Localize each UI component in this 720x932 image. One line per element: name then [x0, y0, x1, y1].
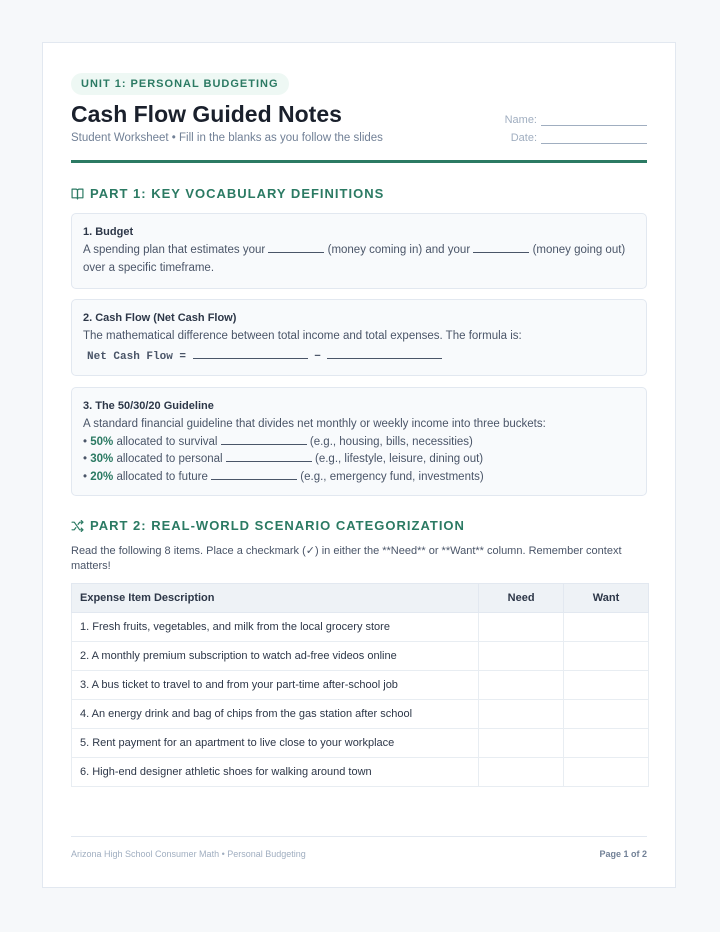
- need-checkbox-cell[interactable]: [479, 642, 564, 671]
- bucket-label: allocated to future: [116, 470, 208, 483]
- expense-item: 4. An energy drink and bag of chips from the gas station after school: [72, 700, 479, 729]
- need-checkbox-cell[interactable]: [479, 729, 564, 758]
- page-title: Cash Flow Guided Notes: [71, 101, 342, 127]
- column-header-want: Want: [564, 584, 649, 613]
- fill-blank[interactable]: [473, 242, 529, 253]
- part1-heading: [71, 186, 384, 201]
- vocab-card-budget: [71, 213, 647, 289]
- bucket-pct: 30%: [90, 453, 114, 465]
- bucket-label: allocated to survival: [116, 435, 218, 448]
- card-body: [83, 242, 635, 277]
- vocab-card-cash-flow: [71, 299, 647, 376]
- footer-source: Arizona High School Consumer Math • Personal Budgeting: [71, 849, 306, 859]
- book-icon: [71, 188, 84, 200]
- want-checkbox-cell[interactable]: [564, 758, 649, 787]
- fill-blank[interactable]: [268, 242, 324, 253]
- table-row: [72, 758, 649, 787]
- date-field[interactable]: [511, 132, 647, 144]
- part2-heading: [71, 518, 465, 533]
- need-checkbox-cell[interactable]: [479, 700, 564, 729]
- column-header-need: Need: [479, 584, 564, 613]
- header-rule: [71, 160, 647, 163]
- name-label: Name:: [504, 114, 537, 126]
- want-checkbox-cell[interactable]: [564, 700, 649, 729]
- name-line: [541, 115, 647, 126]
- expense-item: 6. High-end designer athletic shoes for walking around town: [72, 758, 479, 787]
- table-row: [72, 729, 649, 758]
- table-row: [72, 671, 649, 700]
- table-row: [72, 700, 649, 729]
- want-checkbox-cell[interactable]: [564, 729, 649, 758]
- part1-heading-text: PART 1: KEY VOCABULARY DEFINITIONS: [90, 186, 385, 201]
- want-checkbox-cell[interactable]: [564, 613, 649, 642]
- table-row: [72, 613, 649, 642]
- shuffle-icon: [71, 520, 84, 532]
- need-checkbox-cell[interactable]: [479, 758, 564, 787]
- need-checkbox-cell[interactable]: [479, 671, 564, 700]
- page-number: Page 1 of 2: [599, 849, 647, 859]
- card-title: 3. The 50/30/20 Guideline: [83, 400, 214, 412]
- worksheet-page: [42, 42, 676, 888]
- card-text: (money coming in) and your: [327, 244, 471, 256]
- unit-badge: UNIT 1: PERSONAL BUDGETING: [71, 73, 289, 95]
- expense-item: 5. Rent payment for an apartment to live close to your workplace: [72, 729, 479, 758]
- card-text: A standard financial guideline that divides net monthly or weekly income into three buckets:: [83, 418, 546, 430]
- bucket-item: • 30% allocated to personal (e.g., lifestyle, leisure, dining out): [83, 453, 484, 465]
- expense-item: 2. A monthly premium subscription to watch ad-free videos online: [72, 642, 479, 671]
- card-body: The mathematical difference between total income and total expenses. The formula is:: [83, 330, 522, 342]
- card-text: over a specific timeframe.: [83, 261, 215, 274]
- fill-blank[interactable]: [226, 451, 312, 462]
- bucket-label: allocated to personal: [116, 453, 223, 465]
- formula: [83, 348, 635, 363]
- want-checkbox-cell[interactable]: [564, 671, 649, 700]
- column-header-description: Expense Item Description: [72, 584, 479, 613]
- part2-intro: Read the following 8 items. Place a checkmark (✓) in either the **Need** or **Want** column. Remember context matters!: [71, 545, 622, 572]
- card-title: 1. Budget: [83, 226, 134, 238]
- table-row: [72, 642, 649, 671]
- part2-heading-text: PART 2: REAL-WORLD SCENARIO CATEGORIZATION: [90, 518, 465, 533]
- fill-blank[interactable]: [193, 348, 308, 359]
- fill-blank[interactable]: [211, 469, 297, 480]
- expense-item: 1. Fresh fruits, vegetables, and milk from the local grocery store: [72, 613, 479, 642]
- categorization-table: [71, 583, 649, 787]
- table-header-row: [72, 584, 649, 613]
- bucket-pct: 20%: [90, 470, 114, 483]
- bucket-example: (e.g., housing, bills, necessities): [309, 435, 473, 448]
- bucket-pct: 50%: [90, 435, 114, 448]
- card-title: 2. Cash Flow (Net Cash Flow): [83, 312, 237, 324]
- name-field[interactable]: [505, 114, 647, 126]
- fill-blank[interactable]: [327, 348, 442, 359]
- footer-rule: [71, 836, 647, 837]
- want-checkbox-cell[interactable]: [564, 642, 649, 671]
- card-body: [83, 416, 635, 486]
- minus-operator: −: [314, 350, 321, 363]
- fill-blank[interactable]: [221, 434, 307, 445]
- page-subtitle: Student Worksheet • Fill in the blanks as you follow the slides: [71, 132, 383, 144]
- vocab-card-guideline: [71, 387, 647, 496]
- bucket-item: • 50% allocated to survival (e.g., housing, bills, necessities): [83, 435, 473, 448]
- bucket-item: • 20% allocated to future (e.g., emergency fund, investments): [83, 470, 484, 483]
- expense-item: 3. A bus ticket to travel to and from your part-time after-school job: [72, 671, 479, 700]
- date-label: Date:: [510, 132, 537, 144]
- bucket-example: (e.g., emergency fund, investments): [300, 470, 484, 483]
- formula-label: Net Cash Flow =: [87, 350, 187, 363]
- need-checkbox-cell[interactable]: [479, 613, 564, 642]
- date-line: [541, 133, 647, 144]
- card-text: (money going out): [532, 244, 626, 256]
- card-text: A spending plan that estimates your: [83, 244, 266, 256]
- bucket-example: (e.g., lifestyle, leisure, dining out): [315, 453, 484, 465]
